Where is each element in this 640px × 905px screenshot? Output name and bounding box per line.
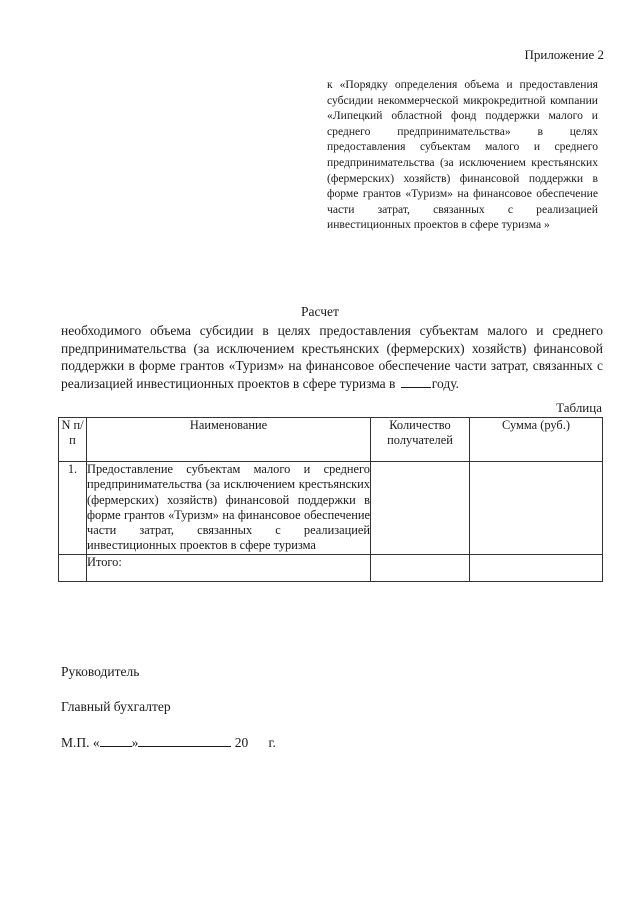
table-row <box>59 462 603 555</box>
head-signature-label: Руководитель <box>61 664 140 679</box>
stamp-year: 20 г. <box>231 735 276 750</box>
header-number: N п/п <box>59 418 87 462</box>
row-name: Предоставление субъектам малого и среднего предпринимательства (за исключением крестьянских (фермерских) хозяйств) финансовой поддержки в форме грантов «Туризм» на финансовое обеспечение части затрат, связанных с реализацией инвестиционных проектов в сфере туризма <box>87 462 370 553</box>
order-reference: к «Порядку определения объема и предоставления субсидии некоммерческой микрокредитной компании «Липецкий областной фонд поддержки малого и среднего предпринимательства» в целях предоставления субъектам малого и среднего предпринимательства (за исключением крестьянских (фермерских) хозяйств) финансовой поддержки в форме грантов «Туризм» на финансовое обеспечение части затрат, связанных с реализацией инвестиционных проектов в сфере туризма » <box>327 78 598 232</box>
year-suffix: году. <box>431 376 459 392</box>
accountant-signature-label: Главный бухгалтер <box>61 699 171 714</box>
header-count: Количество получателей <box>371 418 470 462</box>
total-number-cell <box>59 554 87 581</box>
row-sum <box>470 462 603 555</box>
day-blank <box>100 734 132 747</box>
total-label: Итого: <box>87 554 371 581</box>
calculation-body-text: необходимого объема субсидии в целях предоставления субъектам малого и среднего предпринимательства (за исключением крестьянских (фермерских) хозяйств) финансовой поддержки в форме грантов «Туризм» на финансовое обеспечение части затрат, связанных с реализацией инвестиционных проектов в сфере туризма в <box>61 323 603 392</box>
appendix-title: Приложение 2 <box>524 47 604 62</box>
calculation-description <box>61 322 603 393</box>
header-sum: Сумма (руб.) <box>470 418 603 462</box>
total-sum-cell <box>470 554 603 581</box>
table-caption: Таблица <box>556 400 602 415</box>
stamp-mid: » <box>131 735 139 750</box>
stamp-prefix: М.П. « <box>61 735 100 750</box>
row-count <box>371 462 470 555</box>
total-count-cell <box>371 554 470 581</box>
month-blank <box>138 734 231 747</box>
year-blank <box>401 375 431 388</box>
table-header-row <box>59 418 603 462</box>
calculation-heading: Расчет <box>301 304 339 319</box>
stamp-date-line <box>61 734 276 751</box>
subsidy-table <box>58 417 603 582</box>
row-number: 1. <box>59 462 87 555</box>
total-row <box>59 554 603 581</box>
header-name: Наименование <box>87 418 371 462</box>
